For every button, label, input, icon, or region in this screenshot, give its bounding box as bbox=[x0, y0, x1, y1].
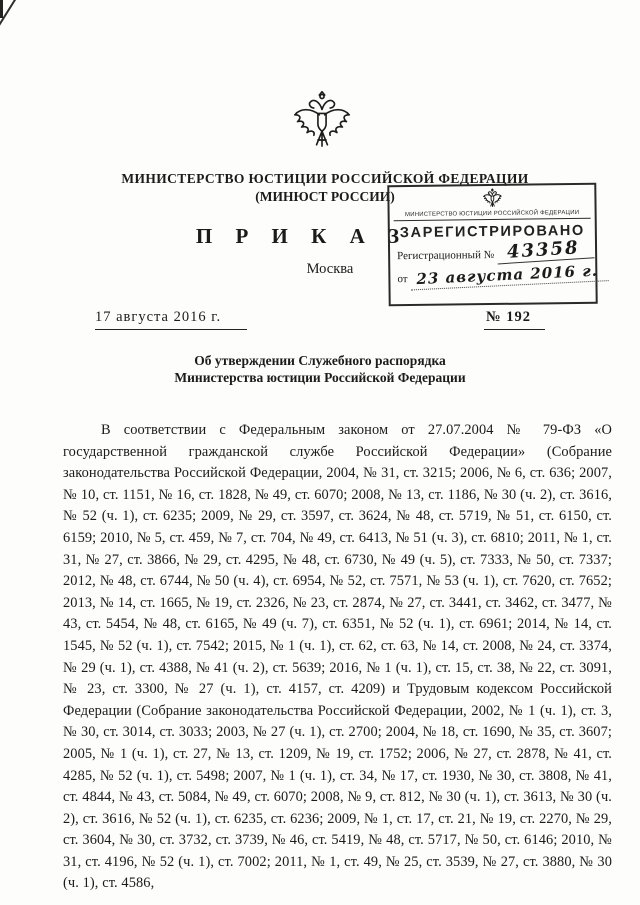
stamp-eagle-icon bbox=[481, 188, 503, 210]
ministry-name: МИНИСТЕРСТВО ЮСТИЦИИ РОССИЙСКОЙ ФЕДЕРАЦИИ bbox=[121, 171, 529, 186]
document-number: № 192 bbox=[484, 309, 545, 330]
scan-artifact-edge bbox=[0, 0, 3, 18]
coat-of-arms-icon bbox=[288, 82, 356, 164]
ministry-short-name: (МИНЮСТ РОССИИ) bbox=[255, 189, 395, 204]
stamp-reg-date-handwritten: 23 августа 2016 г. bbox=[410, 261, 608, 290]
stamp-reg-label: Регистрационный № bbox=[397, 248, 495, 263]
stamp-date-line bbox=[390, 261, 599, 289]
document-title bbox=[20, 352, 620, 386]
document-type-heading: П Р И К А З bbox=[195, 224, 409, 248]
stamp-registration-line bbox=[390, 237, 595, 266]
registration-stamp bbox=[387, 183, 597, 307]
stamp-ministry-name: МИНИСТЕРСТВО ЮСТИЦИИ РОССИЙСКОЙ ФЕДЕРАЦИИ bbox=[394, 210, 591, 221]
city-label: Москва bbox=[306, 261, 354, 277]
document-date: 17 августа 2016 г. bbox=[95, 309, 247, 330]
date-number-row bbox=[95, 309, 545, 330]
document-title-line1: Об утверждении Служебного распорядка bbox=[194, 353, 446, 368]
document-title-line2: Министерства юстиции Российской Федерации bbox=[174, 370, 466, 385]
body-paragraph: В соответствии с Федеральным законом от 27.07.2004 № 79-ФЗ «О государственной гражданской службе Российской Федерации» (Собрание законодательства Российской Федерации, 2004, № 31, ст. 3215; 2006, № 6, ст. 636; 2007, № 10, ст. 1151, № 16, ст. 1828, № 49, ст. 6070; 2008, № 13, ст. 1186, № 30 (ч. 2), ст. 3616, № 52 (ч. 1), ст. 6235; 2009, № 29, ст. 3597, ст. 3624, № 48, ст. 5719, № 51, ст. 6150, ст. 6159; 2010, № 5, ст. 459, № 7, ст. 704, № 49, ст. 6413, № 51 (ч. 3), ст. 6810; 2011, № 1, ст. 31, № 27, ст. 3866, № 29, ст. 4295, № 48, ст. 6730, № 49 (ч. 5), ст. 7333, № 50, ст. 7337; 2012, № 48, ст. 6744, № 50 (ч. 4), ст. 6954, № 52, ст. 7571, № 53 (ч. 1), ст. 7620, ст. 7652; 2013, № 14, ст. 1665, № 19, ст. 2326, № 23, ст. 2874, № 27, ст. 3441, ст. 3462, ст. 3477, № 43, ст. 5454, № 48, ст. 6165, № 49 (ч. 7), ст. 6351, № 52 (ч. 1), ст. 6961; 2014, № 14, ст. 1545, № 52 (ч. 1), ст. 7542; 2015, № 1 (ч. 1), ст. 62, ст. 63, № 14, ст. 2008, № 24, ст. 3374, № 29 (ч. 1), ст. 4388, № 41 (ч. 2), ст. 5639; 2016, № 1 (ч. 1), ст. 15, ст. 38, № 22, ст. 3091, № 23, ст. 3300, № 27 (ч. 1), ст. 4157, ст. 4209) и Трудовым кодексом Российской Федерации (Собрание законодательства Российской Федерации, 2002, № 1 (ч. 1), ст. 3, № 30, ст. 3014, ст. 3033; 2003, № 27 (ч. 1), ст. 2700; 2004, № 18, ст. 1690, № 35, ст. 3607; 2005, № 1 (ч. 1), ст. 27, № 13, ст. 1209, № 19, ст. 1752; 2006, № 27, ст. 2878, № 41, ст. 4285, № 52 (ч. 1), ст. 5498; 2007, № 1 (ч. 1), ст. 34, № 17, ст. 1930, № 30, ст. 3808, № 41, ст. 4844, № 43, ст. 5084, № 49, ст. 6070; 2008, № 9, ст. 812, № 30 (ч. 1), ст. 3613, № 30 (ч. 2), ст. 3616, № 52 (ч. 1), ст. 6235, ст. 6236; 2009, № 1, ст. 17, ст. 21, № 19, ст. 2270, № 29, ст. 3604, № 30, ст. 3732, ст. 3739, № 46, ст. 5419, № 48, ст. 5717, № 50, ст. 6146; 2010, № 31, ст. 4196, № 52 (ч. 1), ст. 7002; 2011, № 1, ст. 49, № 25, ст. 3539, № 27, ст. 3880, № 30 (ч. 1), ст. 4586, bbox=[63, 422, 612, 892]
stamp-from-label: от bbox=[397, 273, 408, 286]
stamp-registered-label: ЗАРЕГИСТРИРОВАНО bbox=[399, 222, 585, 242]
stamp-reg-number-handwritten: 43358 bbox=[496, 236, 594, 264]
